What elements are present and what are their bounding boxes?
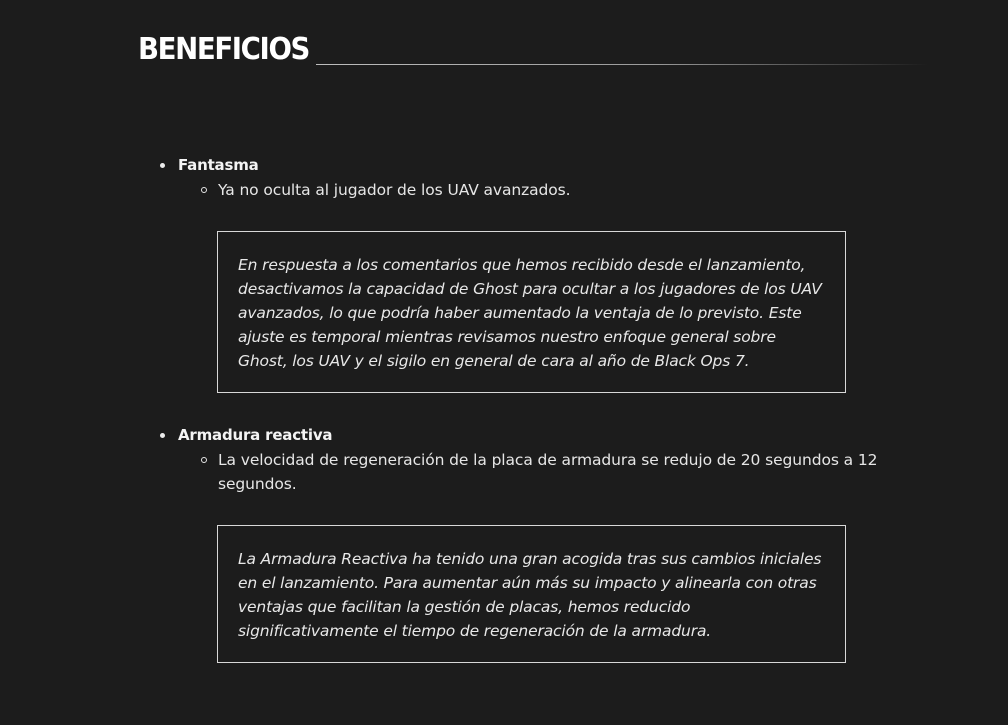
section-header xyxy=(138,30,928,70)
perk-item-fantasma xyxy=(160,155,880,202)
perk-change-item xyxy=(218,178,858,202)
perk-note-box xyxy=(217,231,846,393)
title-divider xyxy=(316,64,928,65)
perk-change-text: Ya no oculta al jugador de los UAV avanzados. xyxy=(218,181,571,199)
perk-name xyxy=(160,155,880,175)
perk-item-armadura-reactiva xyxy=(160,425,880,496)
bullet-disc-icon xyxy=(160,163,165,168)
bullet-disc-icon xyxy=(160,433,165,438)
bullet-circle-icon xyxy=(201,457,207,463)
perk-name-label: Fantasma xyxy=(178,156,259,174)
perk-note-box xyxy=(217,525,846,663)
perk-name-label: Armadura reactiva xyxy=(178,426,333,444)
perk-note-text: En respuesta a los comentarios que hemos recibido desde el lanzamiento, desactivamos la capacidad de Ghost para ocultar a los jugadores de los UAV avanzados, lo que podría haber aumentado la ventaja de lo previsto. Este ajuste es temporal mientras revisamos nuestro enfoque general sobre Ghost, los UAV y el sigilo en general de cara al año de Black Ops 7. xyxy=(238,256,822,370)
perk-note-text: La Armadura Reactiva ha tenido una gran acogida tras sus cambios iniciales en el lanzamiento. Para aumentar aún más su impacto y alinearla con otras ventajas que facilitan la gestión de placas, hemos reducido significativamente el tiempo de regeneración de la armadura. xyxy=(238,550,822,640)
perk-change-text: La velocidad de regeneración de la placa de armadura se redujo de 20 segundos a 12 segundos. xyxy=(218,451,878,493)
perk-name xyxy=(160,425,880,445)
perk-change-item xyxy=(218,448,880,496)
section-title: BENEFICIOS xyxy=(138,32,310,67)
bullet-circle-icon xyxy=(201,187,207,193)
